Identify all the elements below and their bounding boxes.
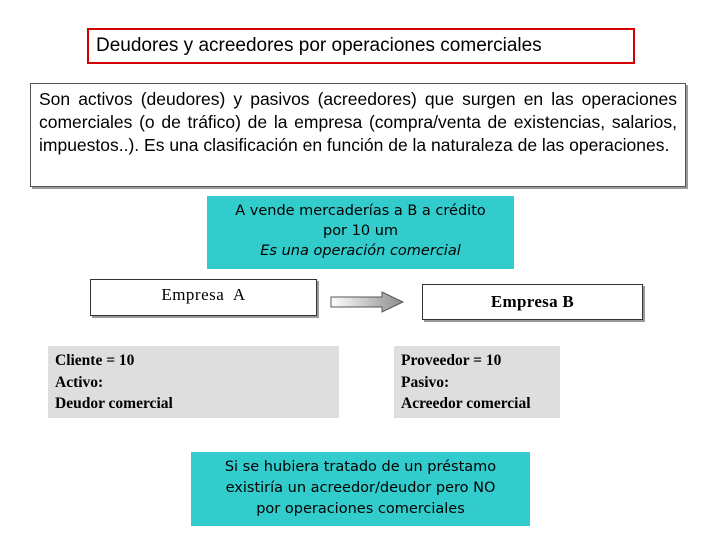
definition-box bbox=[30, 83, 686, 187]
title-box bbox=[87, 28, 635, 64]
proveedor-line-3: Acreedor comercial bbox=[401, 395, 531, 412]
note-line-1: Si se hubiera tratado de un préstamo bbox=[224, 459, 497, 475]
proveedor-box bbox=[394, 346, 560, 418]
arrow-right-icon bbox=[330, 291, 405, 313]
note-box bbox=[191, 452, 530, 526]
empresa-b-label: Empresa B bbox=[490, 292, 575, 311]
example-line-3: Es una operación comercial bbox=[260, 243, 461, 259]
empresa-b-box bbox=[422, 284, 643, 320]
proveedor-line-1: Proveedor = 10 bbox=[401, 352, 502, 369]
example-line-1: A vende mercaderías a B a crédito bbox=[235, 203, 486, 219]
empresa-a-box bbox=[90, 279, 317, 316]
definition-text: Son activos (deudores) y pasivos (acreedores) que surgen en las operaciones comerciales (o de tráfico) de la empresa (compra/venta de existencias, salarios, impuestos..). Es una clasificación en función de la naturaleza de las operaciones. bbox=[39, 89, 677, 155]
example-box bbox=[207, 196, 514, 269]
cliente-line-3: Deudor comercial bbox=[55, 395, 173, 412]
cliente-line-2: Activo: bbox=[55, 373, 104, 391]
cliente-line-1: Cliente = 10 bbox=[55, 352, 135, 369]
example-line-2: por 10 um bbox=[322, 223, 399, 239]
note-line-3: por operaciones comerciales bbox=[256, 501, 465, 517]
cliente-box bbox=[48, 346, 339, 418]
note-line-2: existiría un acreedor/deudor pero NO bbox=[225, 480, 496, 496]
proveedor-line-2: Pasivo: bbox=[401, 373, 450, 391]
page-title: Deudores y acreedores por operaciones comerciales bbox=[96, 35, 542, 56]
empresa-a-label: Empresa A bbox=[161, 285, 246, 304]
